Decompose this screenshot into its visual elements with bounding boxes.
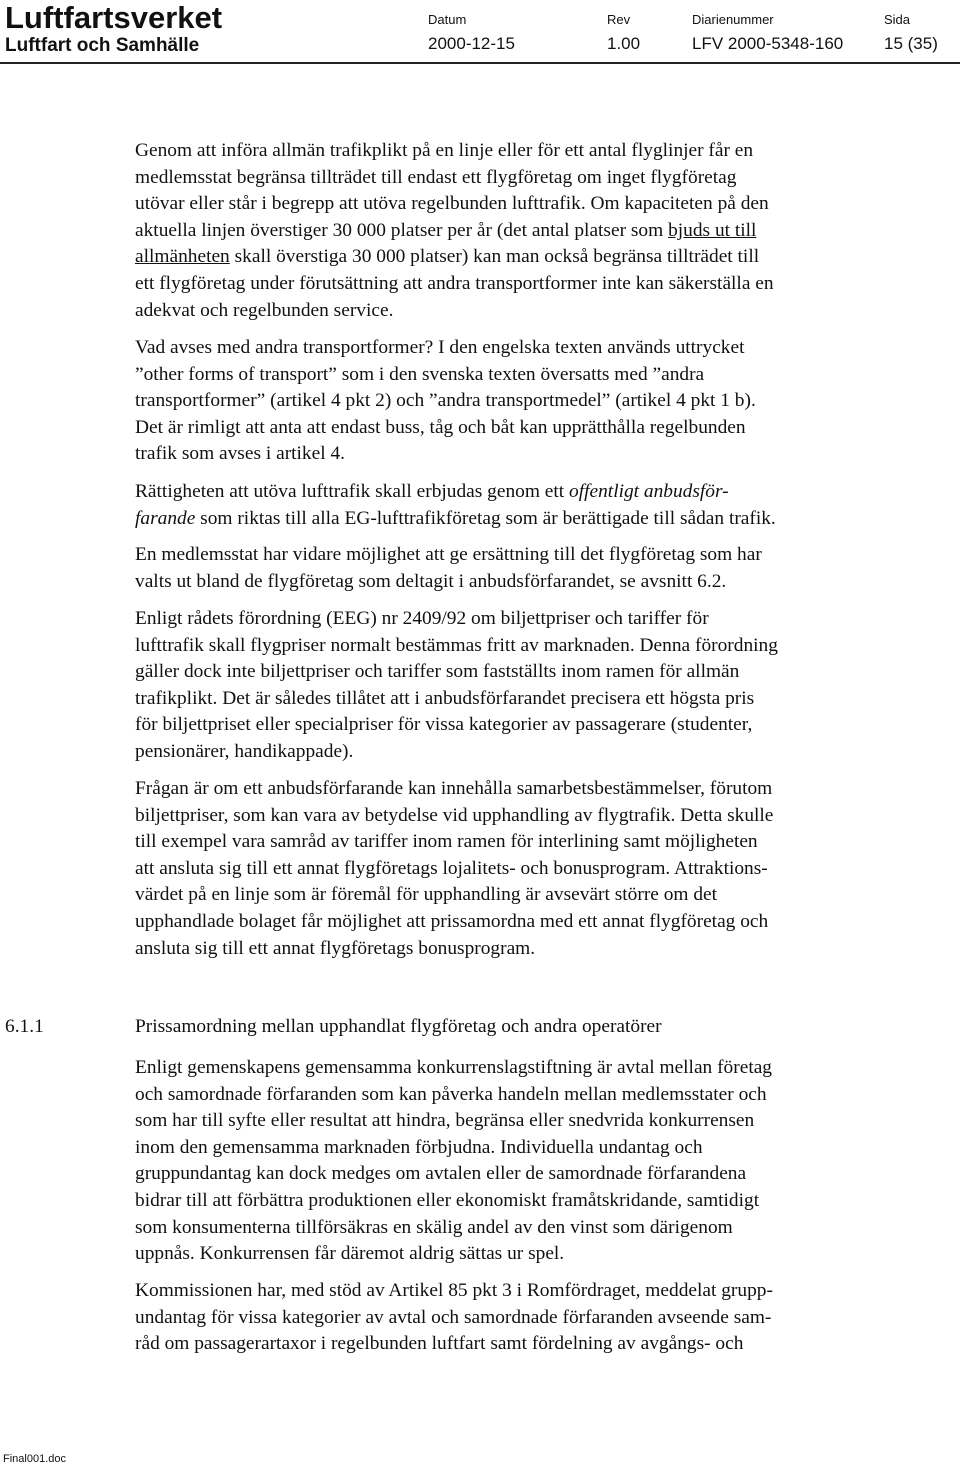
text-line: Kommissionen har, med stöd av Artikel 85 pkt 3 i Romfördraget, meddelat grupp- [135,1280,773,1301]
text-line: medlemsstat begränsa tillträdet till endast ett flygföretag om inget flygföretag [135,166,737,188]
diarienummer-label: Diarienummer [692,12,774,27]
text-line: En medlemsstat har vidare möjlighet att ge ersättning till det flygföretag som har [135,544,762,565]
text-line: ett flygföretag under förutsättning att andra transportformer inte kan säkerställa en [135,272,774,294]
text-line: Enligt gemenskapens gemensamma konkurrenslagstiftning är avtal mellan företag [135,1057,773,1078]
paragraph-7 [135,1055,875,1268]
sida-value: 15 (35) [884,34,938,53]
rev-value: 1.00 [607,34,641,53]
text-line: valts ut bland de flygföretag som deltagit i anbudsförfarandet, se avsnitt 6.2. [135,570,727,592]
text-line: till exempel vara samråd av tariffer inom ramen för interlining samt möjligheten [135,831,758,853]
italic-text: farande [135,507,196,529]
text-line: trafik som avses i artikel 4. [135,443,346,465]
text-line [135,244,875,271]
text-line: bidrar till att förbättra produktionen eller ekonomiskt framåtskridande, samtidigt [135,1189,760,1211]
diarienummer-value: LFV 2000-5348-160 [692,34,844,53]
text-line: ”other forms of transport” som i den svenska texten översatts med ”andra [135,363,705,385]
text-segment: som riktas till alla EG-lufttrafikföretag som är berättigade till sådan trafik. [195,507,776,529]
text-line: Enligt rådets förordning (EEG) nr 2409/92 om biljettpriser och tariffer för [135,608,709,629]
text-line: som har till syfte eller resultat att hindra, begränsa eller snedvrida konkurrensen [135,1110,755,1132]
text-line: Frågan är om ett anbudsförfarande kan innehålla samarbetsbestämmelser, förutom [135,778,773,799]
datum-value: 2000-12-15 [428,34,515,53]
text-line [135,506,875,533]
text-segment: aktuella linjen överstiger 30 000 platser per år (det antal platser som [135,219,669,241]
text-line: adekvat och regelbunden service. [135,299,394,321]
text-line: gäller dock inte biljettpriser och tariffer som fastställts inom ramen för allmän [135,661,740,683]
rev-label: Rev [607,12,631,27]
text-line: transportformer” (artikel 4 pkt 2) och ”andra transportmedel” (artikel 4 pkt 1 b). [135,390,756,412]
text-line: upphandlade bolaget får möjlighet att prissamordna med ett annat flygföretag och [135,910,769,932]
sida-label: Sida [884,12,911,27]
paragraph-6 [135,776,875,962]
text-segment: skall överstiga 30 000 platser) kan man också begränsa tillträdet till [229,246,760,268]
text-line: Vad avses med andra transportformer? I den engelska texten används uttrycket [135,337,745,358]
text-line: utövar eller står i begrepp att utöva regelbunden lufttrafik. Om kapaciteten på den [135,193,769,215]
text-line: undantag för vissa kategorier av avtal och samordnade förfaranden avseende sam- [135,1306,772,1328]
text-line: lufttrafik skall flygpriser normalt bestämmas fritt av marknaden. Denna förordning [135,634,778,656]
text-line: ansluta sig till ett annat flygföretags bonusprogram. [135,937,536,959]
paragraph-3 [135,479,875,532]
header-rule [0,62,960,64]
text-line: biljettpriser, som kan vara av betydelse vid upphandling av flygtrafik. Detta skulle [135,804,774,826]
paragraph-8 [135,1278,875,1358]
text-line [135,479,875,506]
footer-filename: Final001.doc [3,1453,66,1465]
text-line: värdet på en linje som är föremål för upphandling är avsevärt större om det [135,884,718,906]
text-line: Genom att införa allmän trafikplikt på en linje eller för ett antal flyglinjer får en [135,140,754,161]
text-segment: Rättigheten att utöva lufttrafik skall erbjudas genom ett [135,481,570,502]
paragraph-4 [135,542,875,595]
italic-text: offentligt anbudsför- [569,481,729,502]
paragraph-1 [135,138,875,324]
underlined-text: allmänheten [135,246,230,268]
underlined-text: bjuds ut till [668,219,757,241]
text-line: och samordnade förfaranden som kan påverka handeln mellan medlemsstater och [135,1083,767,1105]
section-number: 6.1.1 [5,1016,44,1037]
document-header [0,0,960,62]
text-line [135,218,875,245]
text-line: uppnås. Konkurrensen får däremot aldrig sättas ur spel. [135,1243,565,1265]
department-name: Luftfart och Samhälle [5,35,200,56]
text-line: gruppundantag kan dock medges om avtalen eller de samordnade förfarandena [135,1163,747,1185]
paragraph-5 [135,606,875,766]
text-line: Det är rimligt att anta att endast buss, tåg och båt kan upprätthålla regelbunden [135,416,746,438]
paragraph-2 [135,335,875,468]
text-line: inom den gemensamma marknaden förbjudna. Individuella undantag och [135,1136,703,1158]
text-line: trafikplikt. Det är således tillåtet att i anbudsförfarandet precisera ett högsta pris [135,687,755,709]
text-line: som konsumenterna tillförsäkras en skälig andel av den vinst som därigenom [135,1216,733,1238]
text-line: att ansluta sig till ett annat flygföretags lojalitets- och bonusprogram. Attraktions- [135,857,768,879]
text-line: pensionärer, handikappade). [135,740,354,762]
organization-name: Luftfartsverket [5,0,223,35]
text-line: för biljettpriset eller specialpriser för vissa kategorier av passagerare (studenter, [135,714,753,736]
section-title: Prissamordning mellan upphandlat flygföretag och andra operatörer [135,1016,662,1037]
datum-label: Datum [428,12,467,27]
text-line: råd om passagerartaxor i regelbunden luftfart samt fördelning av avgångs- och [135,1333,744,1355]
